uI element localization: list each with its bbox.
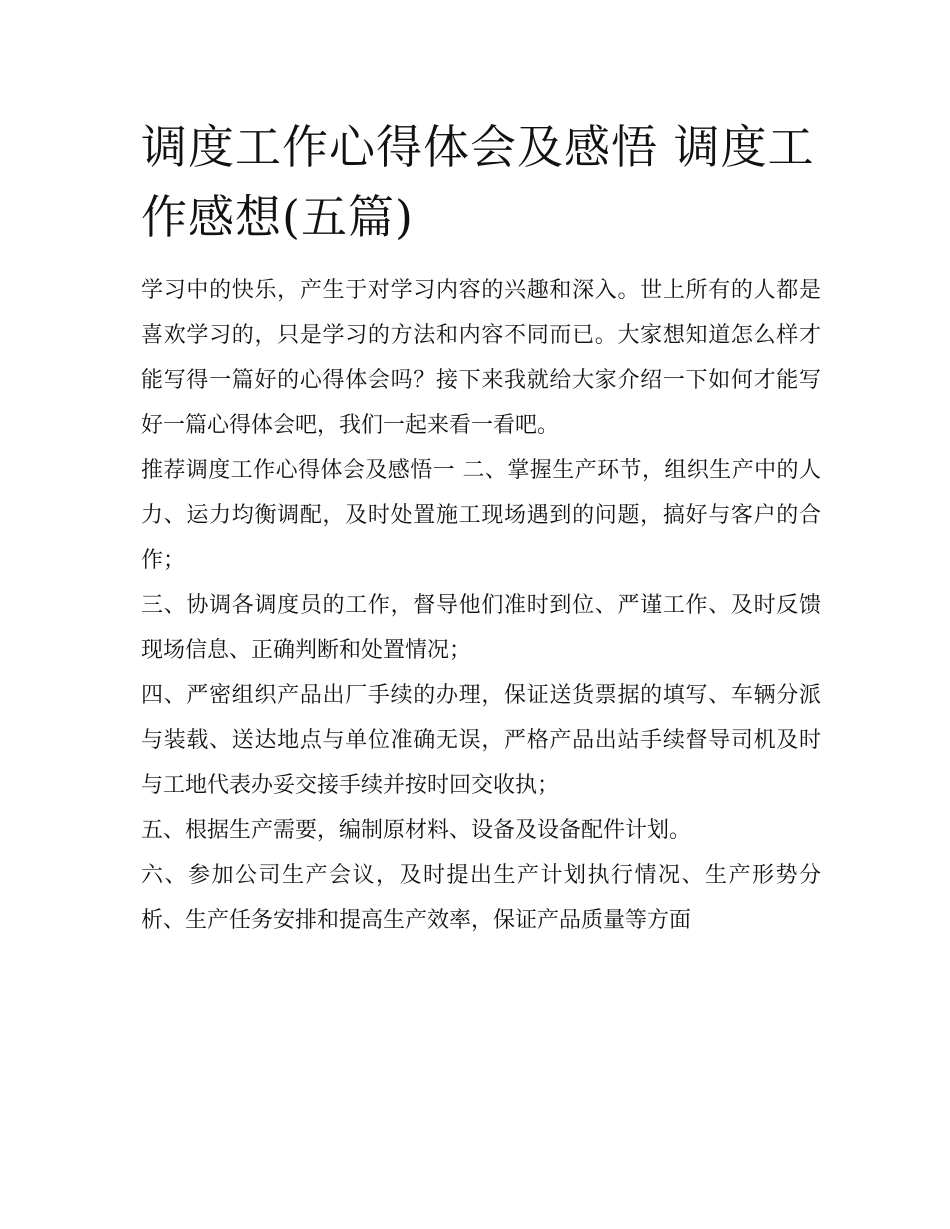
paragraph-intro: 学习中的快乐，产生于对学习内容的兴趣和深入。世上所有的人都是喜欢学习的，只是学习的方法和内容不同而已。大家想知道怎么样才能写得一篇好的心得体会吗？接下来我就给大家介绍一下如何才能写好一篇心得体会吧，我们一起来看一看吧。: [141, 278, 821, 438]
document-title: 调度工作心得体会及感悟 调度工作感想(五篇): [141, 120, 815, 244]
paragraph-item-4: 四、严密组织产品出厂手续的办理，保证送货票据的填写、车辆分派与装载、送达地点与单位准确无误，严格产品出站手续督导司机及时与工地代表办妥交接手续并按时回交收执；: [141, 683, 821, 798]
paragraph-item-3: 三、协调各调度员的工作，督导他们准时到位、严谨工作、及时反馈现场信息、正确判断和处置情况；: [141, 593, 821, 663]
document-body: [141, 112, 821, 943]
paragraph-item-5: 五、根据生产需要，编制原材料、设备及设备配件计划。: [141, 818, 692, 843]
paragraph-item-6: 六、参加公司生产会议，及时提出生产计划执行情况、生产形势分析、生产任务安排和提高生产效率，保证产品质量等方面: [141, 863, 821, 933]
paragraph-item-2: 推荐调度工作心得体会及感悟一 二、掌握生产环节，组织生产中的人力、运力均衡调配，及时处置施工现场遇到的问题，搞好与客户的合作；: [141, 458, 821, 573]
